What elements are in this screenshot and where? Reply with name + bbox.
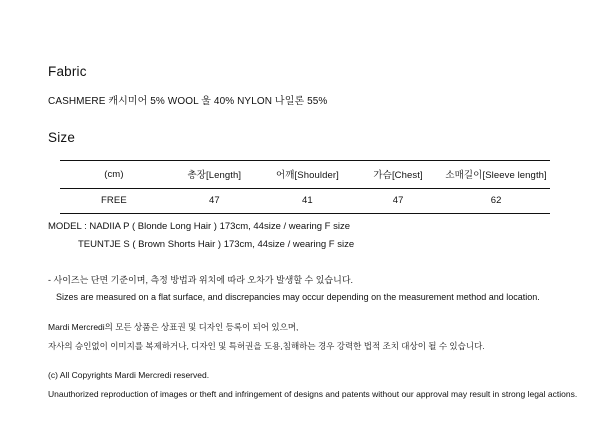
cell-sleeve-length: 62 — [490, 195, 502, 206]
size-table-container — [60, 160, 550, 214]
copyright-line: (c) All Copyrights Mardi Mercredi reserved. — [48, 370, 210, 380]
fabric-composition-text: CASHMERE 캐시미어 5% WOOL 울 40% NYLON 나일론 55% — [48, 96, 328, 107]
cell-length: 47 — [208, 195, 220, 206]
cell-size-name: FREE — [101, 195, 127, 206]
legal-spacer — [48, 356, 577, 366]
fabric-section-title: Fabric — [48, 64, 87, 79]
cell-shoulder: 41 — [302, 195, 313, 206]
column-header-shoulder: 어깨[Shoulder] — [276, 170, 339, 181]
table-header-row — [60, 161, 550, 189]
legal-notice-ko-line-2: 자사의 승인없이 이미지를 복제하거나, 디자인 및 특허권을 도용,침해하는 경우 강력한 법적 조치 대상이 될 수 있습니다. — [48, 341, 485, 351]
model-info-line-2: TEUNTJE S ( Brown Shorts Hair ) 173cm, 44size / wearing F size — [78, 239, 355, 250]
size-section-title: Size — [48, 130, 76, 145]
measurement-note-en: Sizes are measured on a flat surface, and discrepancies may occur depending on the measurement method and location. — [56, 292, 540, 302]
size-table — [60, 160, 550, 214]
column-header-chest: 가슴[Chest] — [373, 170, 423, 181]
table-row — [60, 189, 550, 214]
legal-notice-block — [48, 318, 577, 404]
model-info-block — [48, 218, 354, 254]
column-header-sleeve-length: 소매길이[Sleeve length] — [445, 170, 547, 181]
measurement-notes-block — [48, 272, 540, 306]
cell-chest: 47 — [392, 195, 404, 206]
column-header-unit: (cm) — [104, 168, 124, 180]
size-table-head — [60, 161, 550, 189]
size-table-body — [60, 189, 550, 214]
model-info-line-1: MODEL : NADIIA P ( Blonde Long Hair ) 173cm, 44size / wearing F size — [48, 221, 351, 232]
column-header-length: 총장[Length] — [187, 170, 242, 181]
legal-notice-ko-line-1: Mardi Mercredi의 모든 상품은 상표권 및 디자인 등록이 되어 있으며, — [48, 322, 299, 332]
legal-notice-en-line: Unauthorized reproduction of images or theft and infringement of designs and patents without our approval may result in strong legal actions. — [48, 389, 578, 399]
measurement-note-ko: - 사이즈는 단면 기준이며, 측정 방법과 위치에 따라 오차가 발생할 수 있습니다. — [48, 275, 354, 285]
